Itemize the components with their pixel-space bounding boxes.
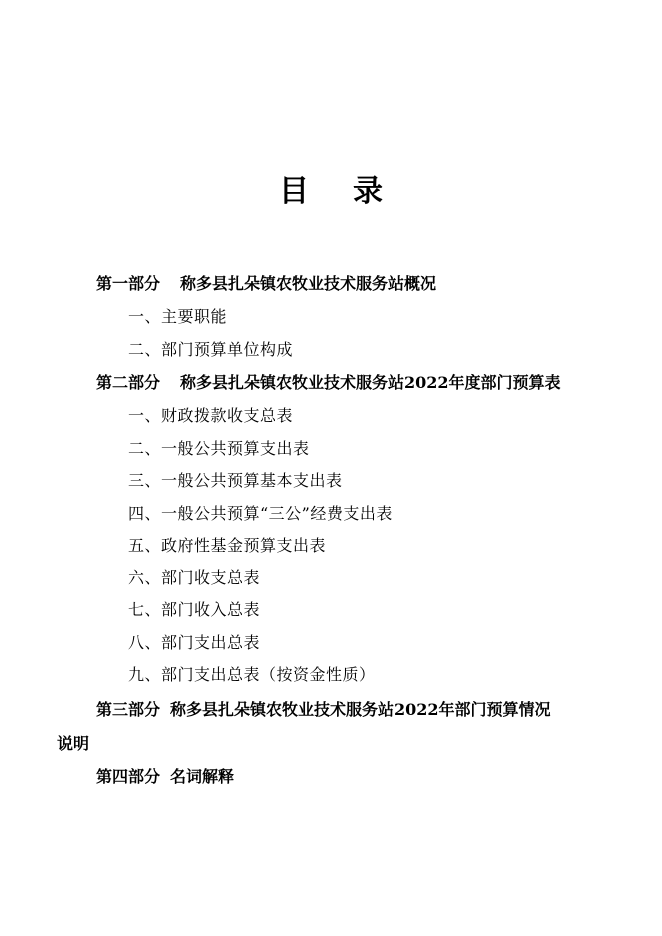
toc-item[interactable]: 二、一般公共预算支出表 <box>128 439 310 458</box>
toc-part-3-label: 第三部分 <box>96 700 161 719</box>
toc-item[interactable]: 四、一般公共预算“三公”经费支出表 <box>128 504 393 523</box>
toc-item[interactable]: 一、主要职能 <box>128 307 228 326</box>
toc-part-4-label: 第四部分 <box>96 767 161 786</box>
toc-item[interactable]: 三、一般公共预算基本支出表 <box>128 471 343 490</box>
toc-item[interactable]: 二、部门预算单位构成 <box>128 340 294 359</box>
toc-part-3-continuation[interactable]: 说明 <box>57 734 90 753</box>
toc-part-1-text: 称多县扎朵镇农牧业技术服务站概况 <box>180 274 437 293</box>
toc-item[interactable]: 七、部门收入总表 <box>128 600 261 619</box>
toc-part-3[interactable] <box>96 699 551 721</box>
toc-item[interactable]: 六、部门收支总表 <box>128 568 261 587</box>
toc-part-2-text: 称多县扎朵镇农牧业技术服务站2022年度部门预算表 <box>180 373 561 392</box>
toc-item[interactable]: 一、财政拨款收支总表 <box>128 406 294 425</box>
title-char-1: 目 <box>279 174 353 209</box>
toc-item[interactable]: 九、部门支出总表（按资金性质） <box>128 665 376 684</box>
toc-part-1[interactable] <box>96 273 436 295</box>
toc-part-1-label: 第一部分 <box>96 274 161 293</box>
toc-part-2[interactable] <box>96 372 561 394</box>
toc-part-2-label: 第二部分 <box>96 373 161 392</box>
title-char-2: 录 <box>353 174 427 209</box>
page-title <box>0 172 662 212</box>
toc-item[interactable]: 五、政府性基金预算支出表 <box>128 536 327 555</box>
toc-item[interactable]: 八、部门支出总表 <box>128 633 261 652</box>
toc-part-4-text: 名词解释 <box>170 767 235 786</box>
toc-part-3-text: 称多县扎朵镇农牧业技术服务站2022年部门预算情况 <box>170 700 551 719</box>
toc-part-4[interactable] <box>96 766 234 788</box>
